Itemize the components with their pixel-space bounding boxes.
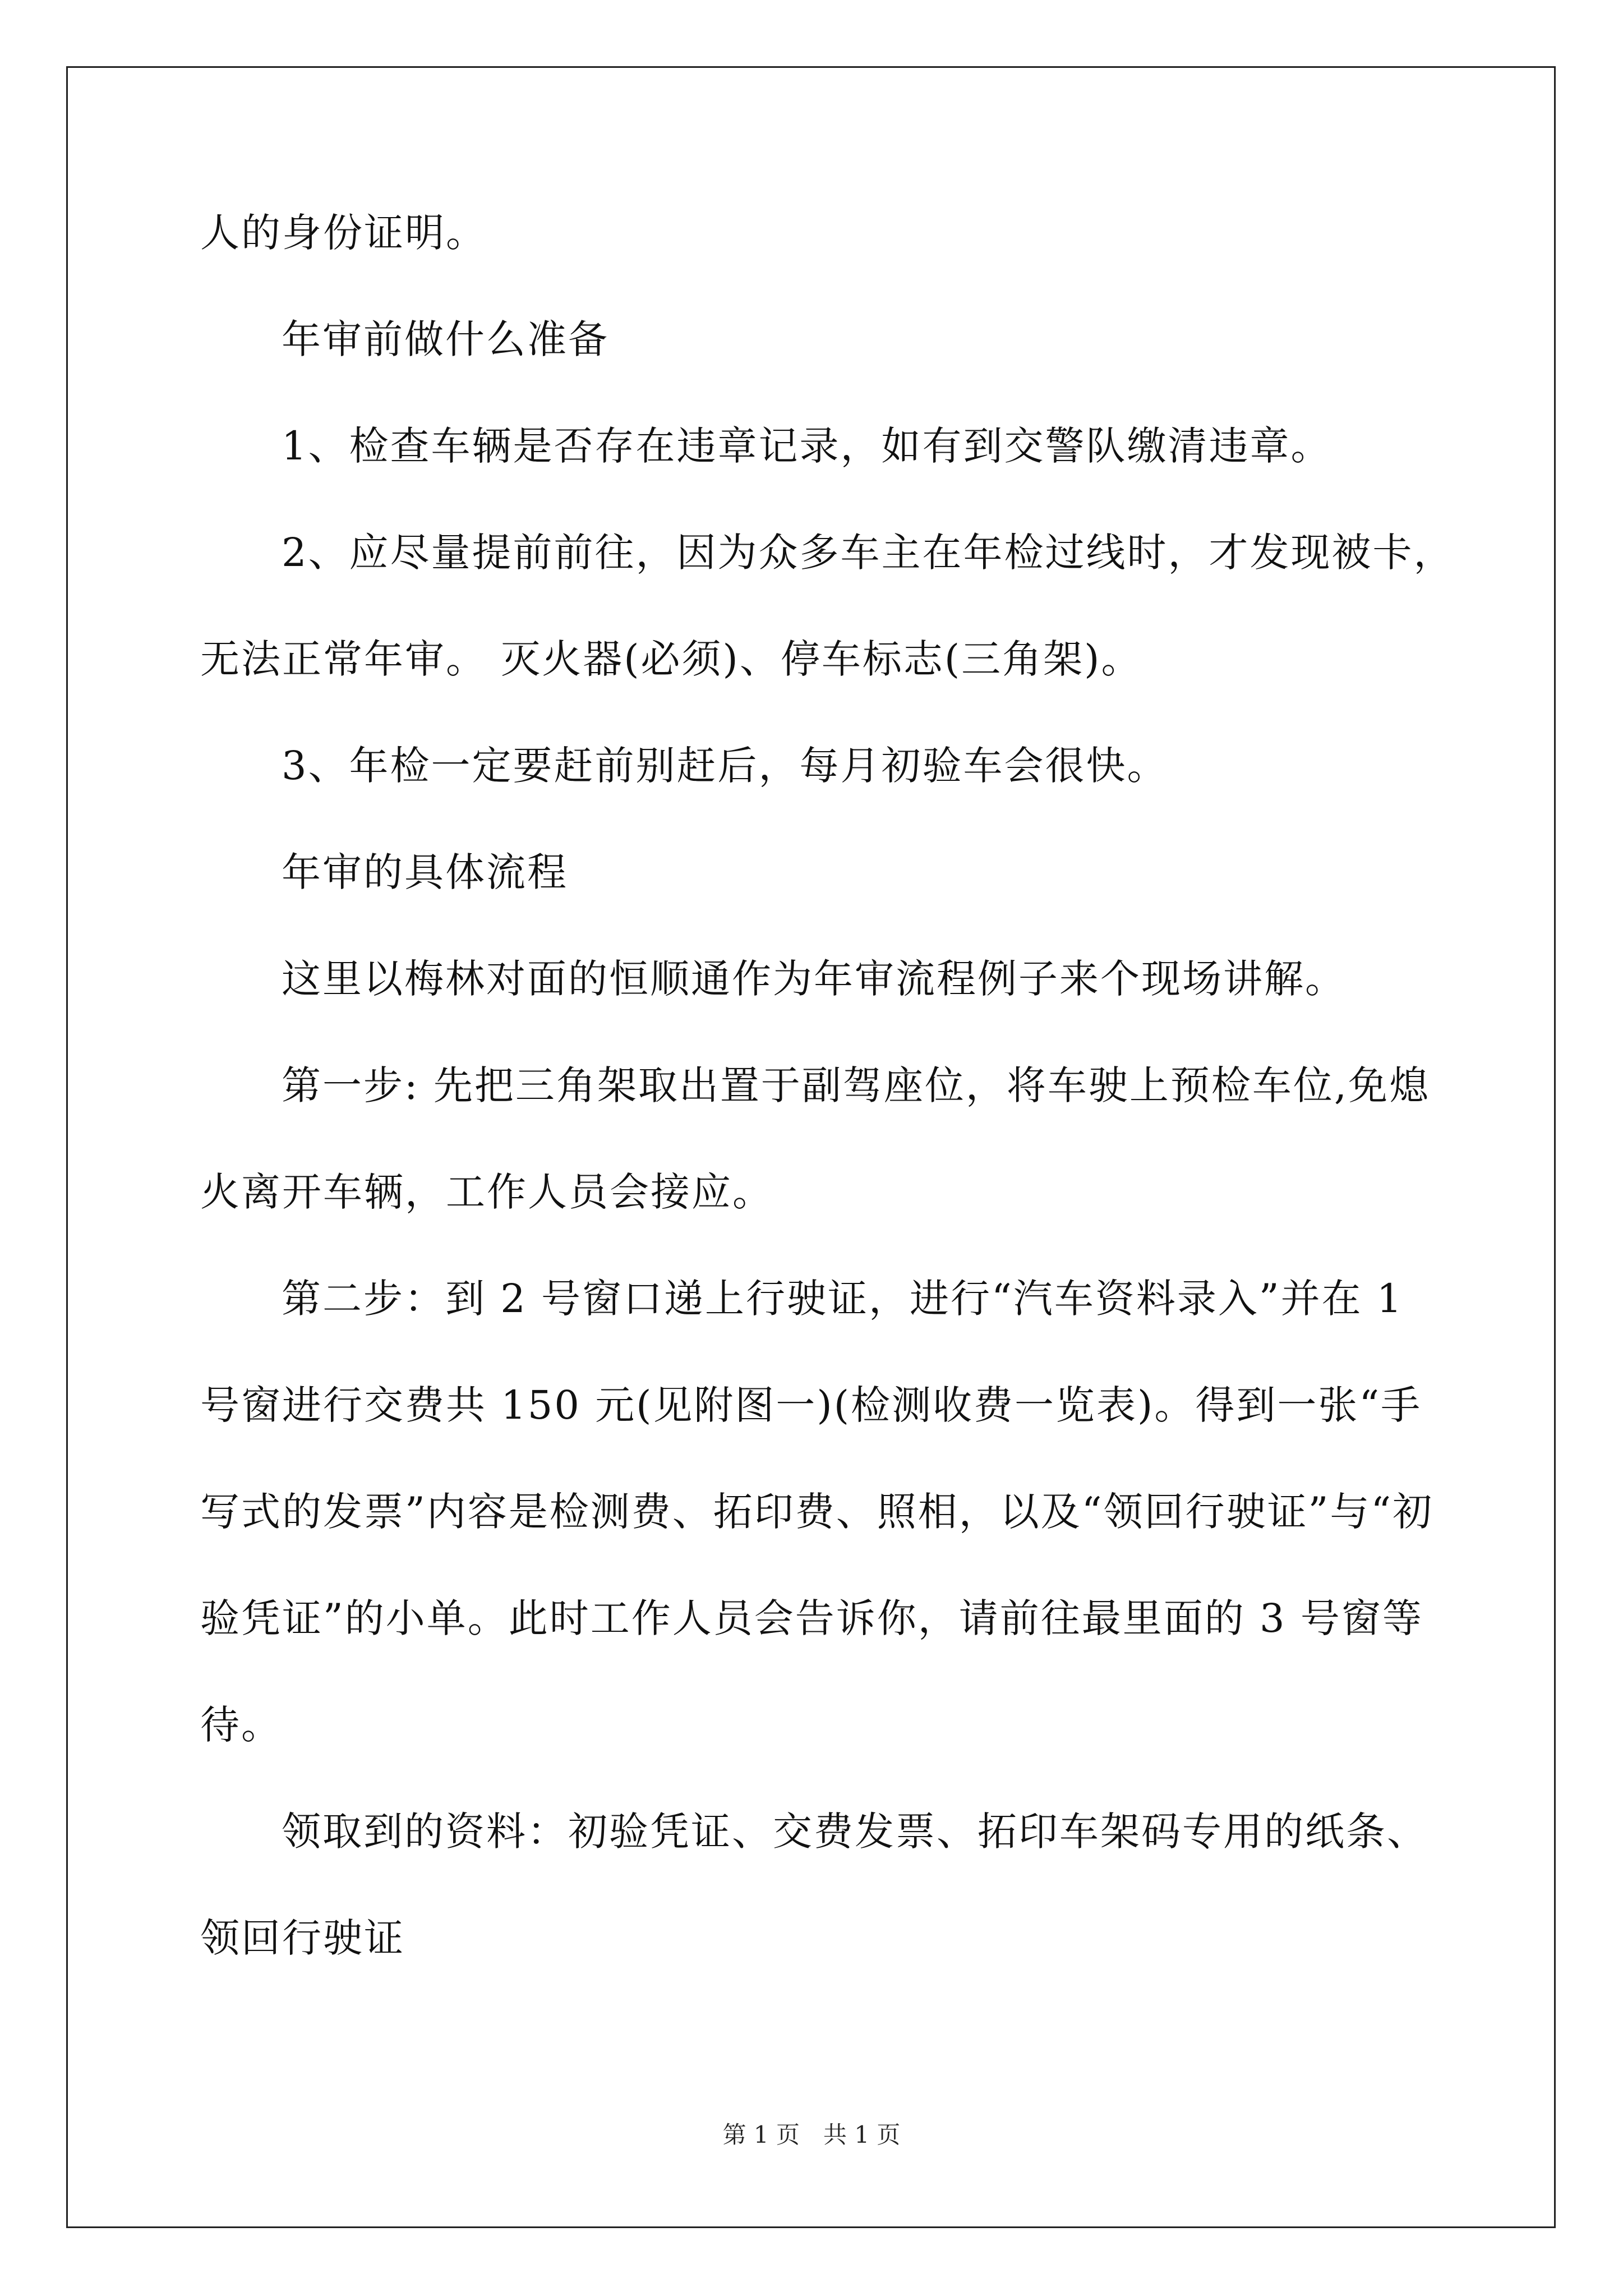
text-line: 领回行驶证	[200, 1915, 405, 1961]
text-line: 验凭证”的小单。此时工作人员会告诉你，请前往最里面的 3 号窗等	[200, 1595, 1423, 1641]
text-line: 无法正常年审。 灭火器(必须)、停车标志(三角架)。	[200, 636, 1142, 682]
text-line: 第一步: 先把三角架取出置于副驾座位，将车驶上预检车位,免熄	[282, 1062, 1431, 1108]
text-line: 火离开车辆，工作人员会接应。	[200, 1169, 773, 1215]
page-number-footer: 第 1 页 共 1 页	[722, 2121, 901, 2148]
text-line: 号窗进行交费共 150 元(见附图一)(检测收费一览表)。得到一张“手	[200, 1382, 1422, 1428]
text-line: 这里以梅林对面的恒顺通作为年审流程例子来个现场讲解。	[282, 956, 1346, 1002]
section-heading: 年审前做什么准备	[282, 316, 609, 362]
text-line: 领取到的资料：初验凭证、交费发票、拓印车架码专用的纸条、	[282, 1809, 1428, 1855]
page-border	[66, 66, 1556, 2228]
text-line: 人的身份证明。	[200, 210, 487, 256]
text-line: 写式的发票”内容是检测费、拓印费、照相，以及“领回行驶证”与“初	[200, 1489, 1434, 1535]
text-line: 第二步：到 2 号窗口递上行驶证，进行“汽车资料录入”并在 1	[282, 1276, 1404, 1322]
text-line: 3、年检一定要赶前别赶后，每月初验车会很快。	[282, 743, 1168, 789]
section-heading: 年审的具体流程	[282, 849, 568, 895]
text-line: 2、应尽量提前前往，因为众多车主在年检过线时，才发现被卡，	[282, 530, 1455, 576]
text-line: 1、检查车辆是否存在违章记录，如有到交警队缴清违章。	[282, 423, 1332, 469]
text-line: 待。	[200, 1702, 282, 1748]
